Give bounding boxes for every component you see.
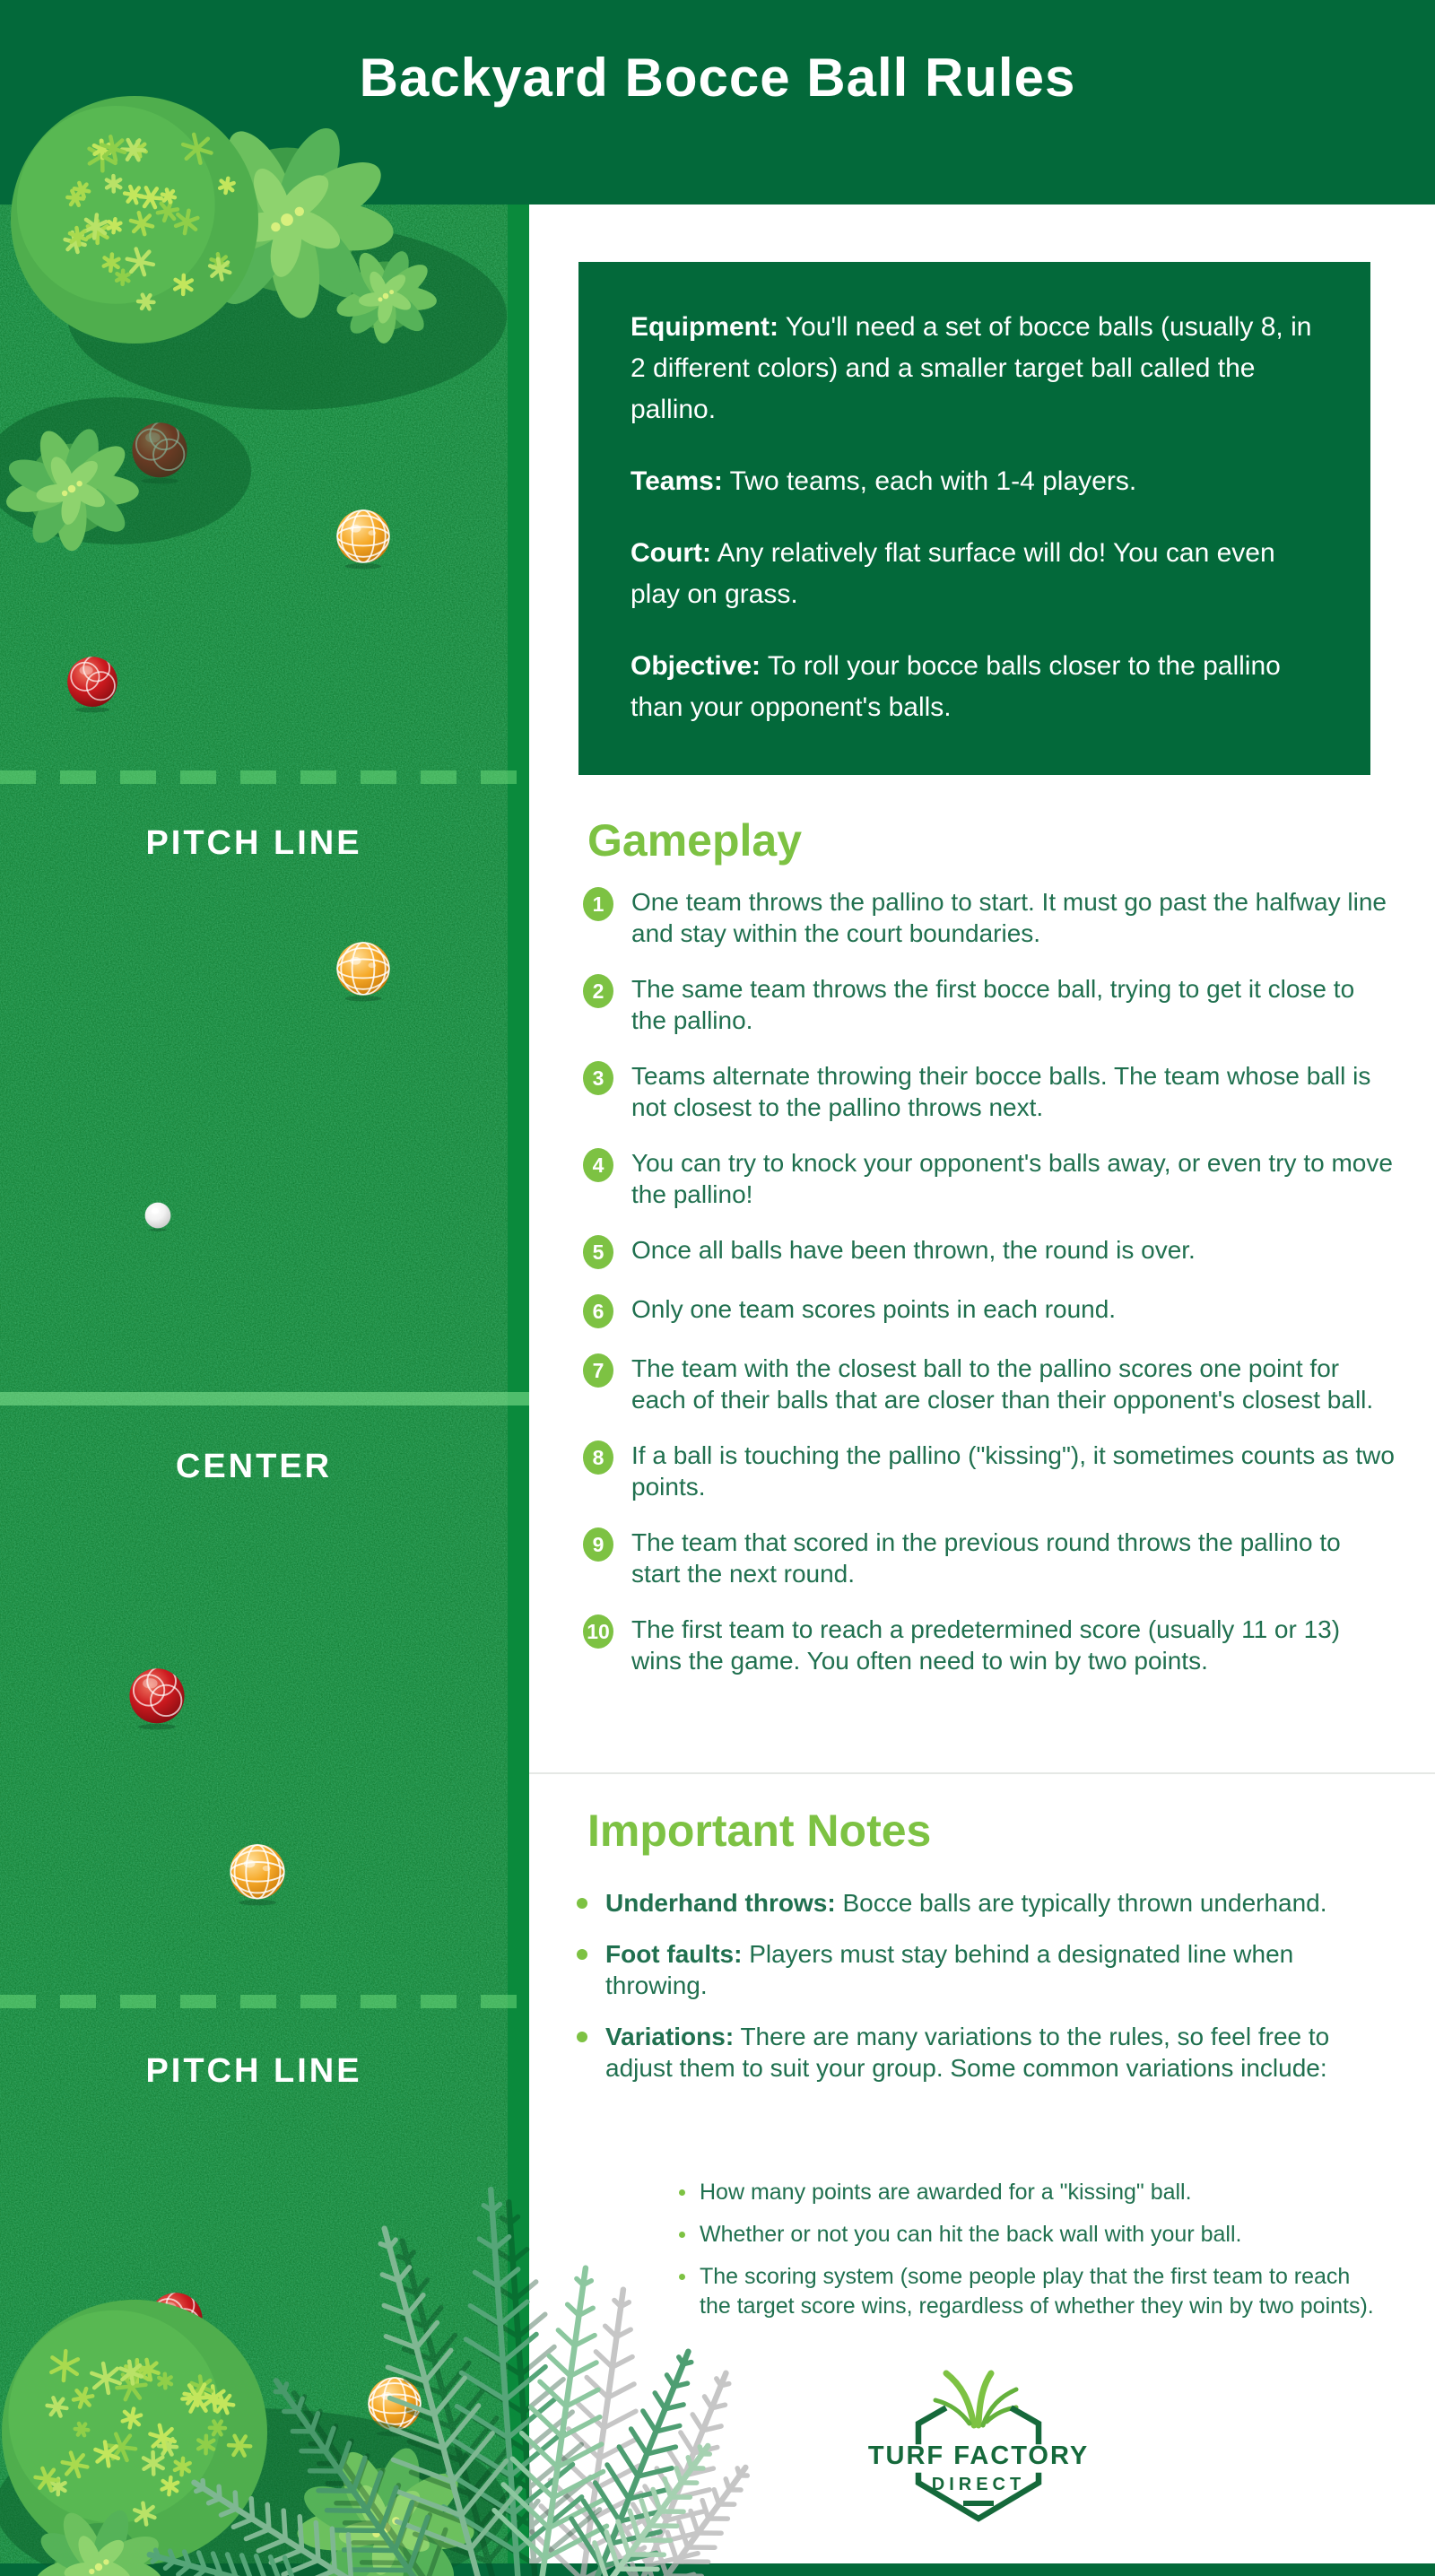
page-title: Backyard Bocce Ball Rules xyxy=(359,48,1076,108)
pitch-line-bottom-marking xyxy=(0,1995,529,2008)
step-number-badge: 10 xyxy=(583,1614,613,1649)
logo-tagline: DIRECT xyxy=(931,2475,1026,2494)
step-number-badge: 4 xyxy=(583,1148,613,1182)
equipment-paragraph: Equipment: You'll need a set of bocce balls (usually 8, in 2 different colors) and a smaller target ball called the pallino. xyxy=(631,312,1312,424)
variation-text: The scoring system (some people play that the first team to reach the target score wins, regardless of whether they win by two points). xyxy=(700,2264,1374,2319)
variation-item xyxy=(679,2220,1396,2250)
equipment-info-box xyxy=(578,262,1370,775)
center-label: CENTER xyxy=(175,1448,333,1485)
variation-text: Whether or not you can hit the back wall with your ball. xyxy=(700,2222,1242,2247)
step-number-badge: 6 xyxy=(583,1294,613,1328)
grass-texture xyxy=(0,205,508,2563)
step-number-badge: 8 xyxy=(583,1440,613,1475)
step-text: Only one team scores points in each round. xyxy=(631,1295,1117,1323)
bullet-dot-icon xyxy=(577,2032,587,2042)
gameplay-step xyxy=(583,1234,1395,1269)
important-notes-heading: Important Notes xyxy=(587,1806,932,1856)
footer-bar xyxy=(0,2563,1435,2576)
pitch-line-top-label: PITCH LINE xyxy=(145,824,362,862)
bocce-court-illustration xyxy=(0,205,529,2563)
logo-brand-name: TURF FACTORY xyxy=(867,2441,1090,2470)
step-text: You can try to knock your opponent's balls away, or even try to move the pallino! xyxy=(631,1149,1393,1208)
gameplay-steps-list xyxy=(583,886,1395,1701)
note-item xyxy=(577,1887,1402,1919)
step-number-badge: 5 xyxy=(583,1235,613,1269)
step-number-badge: 2 xyxy=(583,974,613,1008)
variation-item xyxy=(679,2178,1396,2207)
variation-text: How many points are awarded for a "kissing" ball. xyxy=(700,2180,1192,2205)
gameplay-step xyxy=(583,1614,1395,1676)
step-text: The first team to reach a predetermined score (usually 11 or 13) wins the game. You often need to win by two points. xyxy=(631,1615,1341,1675)
variation-item xyxy=(679,2262,1396,2321)
court-edge-strip xyxy=(508,205,529,2563)
turf-factory-direct-logo xyxy=(867,2366,1090,2546)
gameplay-step xyxy=(583,1353,1395,1415)
step-number-badge: 7 xyxy=(583,1353,613,1388)
important-notes-list xyxy=(577,1887,1402,2103)
sub-bullet-dot-icon xyxy=(679,2274,685,2280)
equipment-paragraph: Objective: To roll your bocce balls closer to the pallino than your opponent's balls. xyxy=(631,651,1281,722)
gameplay-heading: Gameplay xyxy=(587,815,803,866)
equipment-paragraph: Teams: Two teams, each with 1-4 players. xyxy=(631,466,1137,496)
step-text: Once all balls have been thrown, the round is over. xyxy=(631,1236,1196,1264)
sub-bullet-dot-icon xyxy=(679,2189,685,2196)
bullet-dot-icon xyxy=(577,1949,587,1960)
section-divider xyxy=(529,1772,1435,1774)
step-text: One team throws the pallino to start. It must go past the halfway line and stay within the court boundaries. xyxy=(631,888,1387,947)
equipment-paragraph: Court: Any relatively flat surface will do! You can even play on grass. xyxy=(631,538,1275,609)
pitch-line-top-marking xyxy=(0,770,529,784)
step-text: If a ball is touching the pallino ("kissing"), it sometimes counts as two points. xyxy=(631,1441,1395,1501)
gameplay-step xyxy=(583,886,1395,949)
step-text: The team with the closest ball to the pallino scores one point for each of their balls that are closer than their opponent's closest ball. xyxy=(631,1354,1374,1414)
gameplay-step xyxy=(583,1293,1395,1328)
bullet-dot-icon xyxy=(577,1898,587,1909)
center-line-marking xyxy=(0,1392,529,1405)
note-item xyxy=(577,2021,1402,2084)
step-number-badge: 9 xyxy=(583,1527,613,1562)
step-text: The same team throws the first bocce ball, trying to get it close to the pallino. xyxy=(631,975,1355,1034)
gameplay-step xyxy=(583,1440,1395,1502)
note-text: Underhand throws: Bocce balls are typically thrown underhand. xyxy=(605,1889,1327,1917)
step-number-badge: 3 xyxy=(583,1061,613,1095)
note-item xyxy=(577,1938,1402,2001)
note-text: Variations: There are many variations to the rules, so feel free to adjust them to suit your group. Some common variations include: xyxy=(605,2023,1330,2082)
gameplay-step xyxy=(583,1060,1395,1123)
step-text: The team that scored in the previous round throws the pallino to start the next round. xyxy=(631,1528,1341,1588)
step-number-badge: 1 xyxy=(583,887,613,921)
sub-bullet-dot-icon xyxy=(679,2232,685,2238)
variations-sub-list xyxy=(679,2178,1396,2334)
gameplay-step xyxy=(583,1147,1395,1210)
note-text: Foot faults: Players must stay behind a designated line when throwing. xyxy=(605,1940,1294,1999)
pitch-line-bottom-label: PITCH LINE xyxy=(145,2052,362,2090)
header-banner xyxy=(0,0,1435,205)
equipment-paragraphs xyxy=(631,307,1318,728)
gameplay-step xyxy=(583,1527,1395,1589)
gameplay-step xyxy=(583,973,1395,1036)
step-text: Teams alternate throwing their bocce balls. The team whose ball is not closest to the pallino throws next. xyxy=(631,1062,1371,1121)
grass-noise xyxy=(0,205,508,2563)
